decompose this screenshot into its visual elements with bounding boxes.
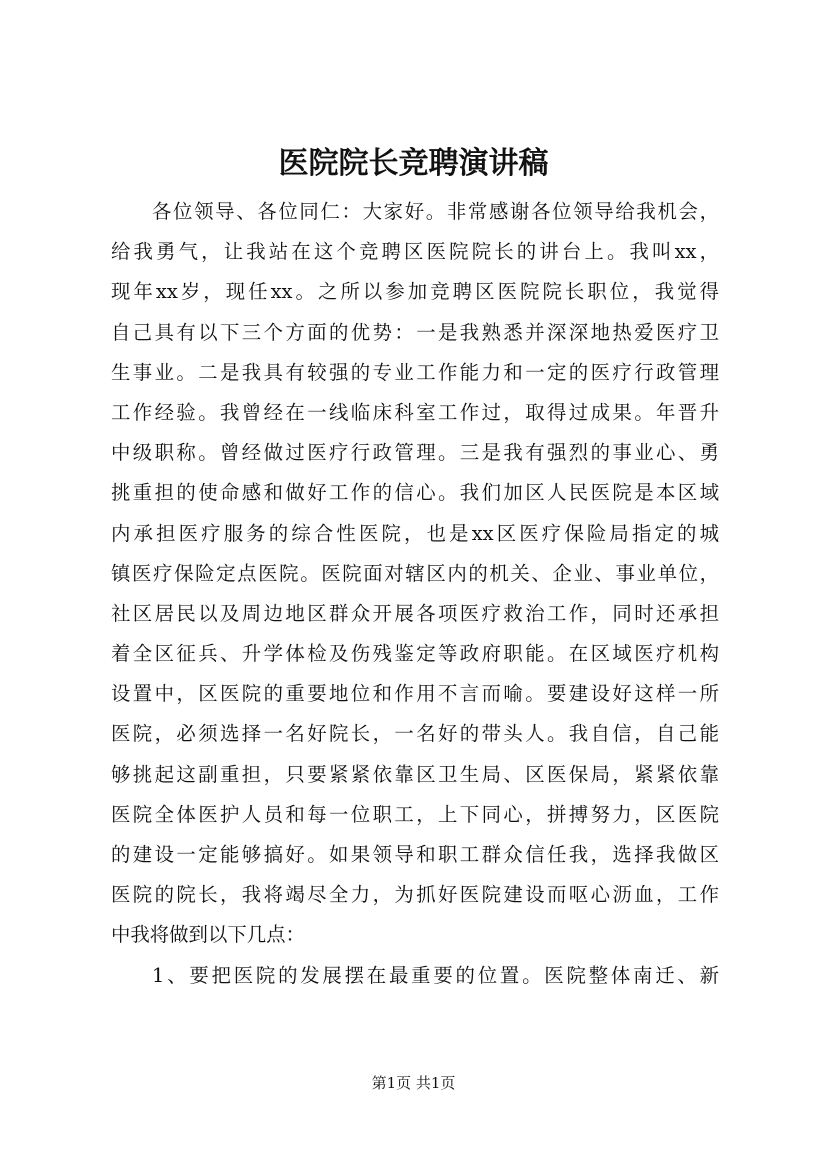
document-body: [111, 192, 719, 996]
paragraph-line: 给我勇气，让我站在这个竞聘区医院院长的讲台上。我叫xx，: [111, 240, 719, 264]
page-footer: 第1页 共1页: [371, 1074, 456, 1092]
paragraph-line: 挑重担的使命感和做好工作的信心。我们加区人民医院是本区域: [111, 481, 719, 505]
paragraph-line: 中我将做到以下几点：: [111, 923, 305, 947]
paragraph-line: 自己具有以下三个方面的优势：一是我熟悉并深深地热爱医疗卫: [111, 320, 719, 344]
document-title: 医院院长竞聘演讲稿: [278, 146, 549, 181]
paragraph-line: 各位领导、各位同仁：大家好。非常感谢各位领导给我机会，: [152, 200, 719, 223]
paragraph-line: 医院全体医护人员和每一位职工，上下同心，拼搏努力，区医院: [111, 802, 719, 826]
paragraph-line: 够挑起这副重担，只要紧紧依靠区卫生局、区医保局，紧紧依靠: [111, 762, 719, 786]
paragraph-line: 着全区征兵、升学体检及伤残鉴定等政府职能。在区域医疗机构: [111, 642, 719, 666]
paragraph-line: 的建设一定能够搞好。如果领导和职工群众信任我，选择我做区: [111, 843, 719, 866]
paragraph-line: 生事业。二是我具有较强的专业工作能力和一定的医疗行政管理: [111, 360, 719, 384]
paragraph-line: 1、要把医院的发展摆在最重要的位置。医院整体南迁、新: [152, 963, 719, 987]
paragraph-line: 工作经验。我曾经在一线临床科室工作过，取得过成果。年晋升: [111, 400, 719, 424]
paragraph-line: 内承担医疗服务的综合性医院，也是xx区医疗保险局指定的城: [111, 521, 719, 545]
paragraph-line: 设置中，区医院的重要地位和作用不言而喻。要建设好这样一所: [111, 682, 719, 706]
paragraph-line: 现年xx岁，现任xx。之所以参加竞聘区医院院长职位，我觉得: [111, 280, 719, 304]
paragraph-line: 医院，必须选择一名好院长，一名好的带头人。我自信，自己能: [111, 722, 719, 746]
paragraph-line: 镇医疗保险定点医院。医院面对辖区内的机关、企业、事业单位，: [111, 561, 719, 585]
paragraph-line: 中级职称。曾经做过医疗行政管理。三是我有强烈的事业心、勇: [111, 441, 719, 465]
paragraph-line: 社区居民以及周边地区群众开展各项医疗救治工作，同时还承担: [111, 601, 719, 625]
paragraph-line: 医院的院长，我将竭尽全力，为抓好医院建设而呕心沥血，工作: [111, 883, 719, 907]
